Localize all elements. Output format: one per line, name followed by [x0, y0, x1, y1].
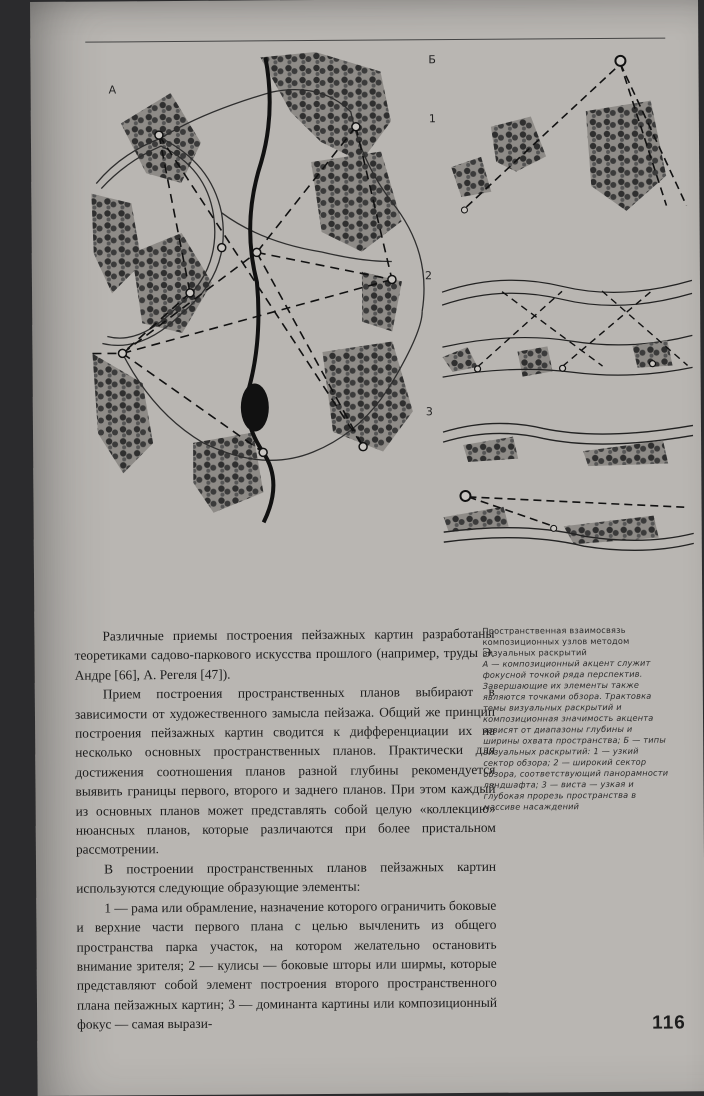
panel-1-narrow-sector: [450, 55, 686, 213]
header-rule: [85, 38, 665, 43]
paragraph: Прием построения пространственных планов выбирают в зависимости от художественного замысла пейзажа. Общий же принцип построения пейзажных картин сводится к дифференциации их на несколько основных пространственных планов. Практически для достижения соотношения планов разной глубины рекомендуется выявить границы первого, второго и заднего планов. При этом каждый из основных планов может представлять собой целую «коллекцию» нюансных планов, которые различаются при более пристальном рассмотрении.: [74, 683, 496, 858]
figure-caption: [482, 625, 669, 813]
sub-label-1: 1: [428, 112, 436, 126]
pond: [241, 383, 269, 431]
figure-b-label: Б: [428, 53, 437, 67]
park-plan-drawing: [60, 51, 443, 529]
paragraph: Различные приемы построения пейзажных картин разработаны теоретиками садово-паркового искусства прошлого (например, труды Э. Андре [66], А. Регеля [47]).: [74, 625, 495, 683]
caption-description: А — композиционный акцент служит фокусной точкой ряда перспектив. Завершающие их элементы также являются точками обзора. Трактовка темы визуальных раскрытий и композиционная значимость акцента зависят от диапазоны глубины и ширины охвата пространства; Б — типы визуальных раскрытий: 1 — узкий сектор обзора; 2 — широкий сектор обзора, соответствующий панорамности ландшафта; 3 — виста — узкая и глубокая прорезь пространства в массиве насаждений: [482, 657, 669, 812]
figure-a-label: А: [108, 83, 117, 97]
panel-3-vista: [443, 422, 694, 552]
page-number: 116: [652, 1012, 686, 1034]
figure-a-park-plan: [60, 51, 443, 529]
book-page: [30, 0, 704, 1096]
panel-2-wide-sector: [442, 279, 693, 377]
body-text: [74, 624, 497, 1034]
visual-openings-drawing: [420, 45, 704, 567]
paragraph: В построении пространственных планов пейзажных картин используются следующие образующие элементы:: [76, 858, 497, 896]
sub-label-3: 3: [425, 405, 433, 419]
sub-label-2: 2: [424, 269, 432, 283]
figure-b-visual-openings: [420, 45, 704, 567]
paragraph: 1 — рама или обрамление, назначение которого ограничить боковые и верхние части первого плана с целью вычленить из общего пространства парка участок, на котором желательно остановить внимание зрителя; 2 — кулисы — боковые шторы или ширмы, которые представляют собой элемент построения второго пространственного плана пейзажных картин; 3 — доминанта картины или композиционный фокус — самая вырази-: [76, 897, 498, 1032]
caption-title: Пространственная взаимосвязь композиционных узлов методом визуальных раскрытий: [482, 624, 630, 658]
